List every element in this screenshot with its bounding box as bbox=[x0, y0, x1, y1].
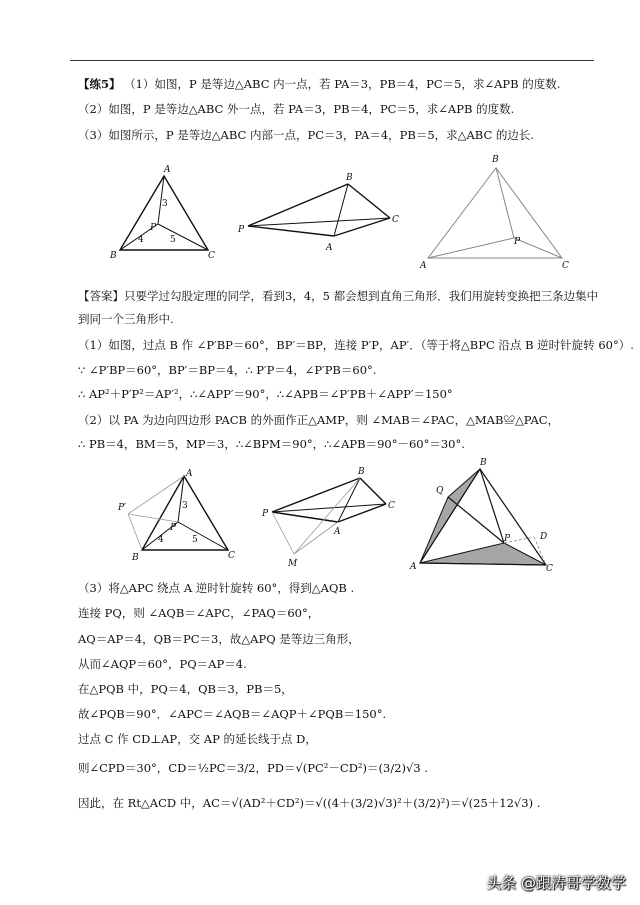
fig5-label-C: C bbox=[388, 501, 395, 511]
fig1-num-3: 3 bbox=[162, 199, 168, 209]
problem-q1: （1）如图，P 是等边△ABC 内一点，若 PA＝3，PB＝4，PC＝5，求∠APB 的度数. bbox=[124, 77, 561, 91]
figure-5-svg bbox=[260, 467, 410, 570]
fig3-label-A: A bbox=[420, 261, 427, 271]
figure-2-svg bbox=[236, 170, 411, 260]
fig2-label-C: C bbox=[392, 215, 399, 225]
answer-p3-line8: 则∠CPD＝30°，CD＝½PC＝3/2，PD＝√(PC²－CD²)＝(3/2)√3 . bbox=[78, 761, 428, 775]
figure-3 bbox=[418, 152, 578, 272]
fig6-label-P: P bbox=[504, 534, 511, 544]
fig1-label-P: P bbox=[150, 223, 157, 233]
fig1-label-A: A bbox=[164, 165, 171, 175]
fig5-label-A: A bbox=[334, 527, 341, 537]
fig3-label-P: P bbox=[514, 237, 521, 247]
figure-1 bbox=[108, 162, 218, 262]
figure-6 bbox=[408, 455, 568, 575]
answer-p1-line3: ∴ AP²＋P′P²＝AP′²，∴∠APP′＝90°，∴∠APB＝∠P′PB＋∠APP′＝150° bbox=[78, 387, 453, 401]
answer-intro-2: 到同一个三角形中. bbox=[78, 312, 174, 326]
answer-p3-line2: 连接 PQ，则 ∠AQB＝∠APC，∠PAQ＝60°， bbox=[78, 606, 320, 620]
fig1-label-B: B bbox=[110, 251, 117, 261]
figure-1-svg bbox=[108, 162, 218, 262]
fig4-label-P-prime: P′ bbox=[118, 503, 127, 513]
fig6-label-A: A bbox=[410, 562, 417, 572]
answer-p3-line3: AQ＝AP＝4，QB＝PC＝3，故△APQ 是等边三角形， bbox=[78, 632, 360, 646]
answer-p1-line2: ∵ ∠P′BP＝60°，BP′＝BP＝4，∴ P′P＝4，∠P′PB＝60°. bbox=[78, 363, 377, 377]
fig6-label-Q: Q bbox=[436, 486, 444, 496]
figure-2 bbox=[236, 170, 411, 260]
fig4-label-A: A bbox=[186, 469, 193, 479]
fig3-label-B: B bbox=[492, 155, 499, 165]
figure-5 bbox=[260, 467, 410, 570]
problem-q2: （2）如图，P 是等边△ABC 外一点，若 PA＝3，PB＝4，PC＝5，求∠APB 的度数. bbox=[78, 102, 515, 116]
fig4-label-C: C bbox=[228, 551, 235, 561]
problem-q3: （3）如图所示，P 是等边△ABC 内部一点，PC＝3，PA＝4，PB＝5，求△ABC 的边长. bbox=[78, 128, 535, 142]
fig3-label-C: C bbox=[562, 261, 569, 271]
fig1-num-4: 4 bbox=[138, 235, 144, 245]
answer-p3-line4: 从而∠AQP＝60°，PQ＝AP＝4. bbox=[78, 657, 247, 671]
answer-p2-line1: （2）以 PA 为边向四边形 PACB 的外面作正△AMP，则 ∠MAB＝∠PAC，△MAB≌△PAC， bbox=[78, 413, 560, 427]
fig6-label-B: B bbox=[480, 458, 487, 468]
answer-p3-line1: （3）将△APC 绕点 A 逆时针旋转 60°，得到△AQB . bbox=[78, 581, 355, 595]
fig1-num-5: 5 bbox=[170, 235, 176, 245]
header-rule bbox=[70, 60, 594, 61]
fig2-label-B: B bbox=[346, 173, 353, 183]
figure-6-svg bbox=[408, 455, 568, 575]
answer-p3-line5: 在△PQB 中，PQ＝4，QB＝3，PB＝5， bbox=[78, 682, 293, 696]
fig5-label-B: B bbox=[358, 467, 365, 477]
fig4-num-5: 5 bbox=[192, 535, 198, 545]
fig4-num-3: 3 bbox=[182, 501, 188, 511]
fig4-num-4: 4 bbox=[158, 535, 164, 545]
fig6-label-D: D bbox=[540, 532, 548, 542]
fig4-label-B: B bbox=[132, 553, 139, 563]
figure-3-svg bbox=[418, 152, 578, 272]
fig6-label-C: C bbox=[546, 564, 553, 574]
answer-p2-line2: ∴ PB＝4，BM＝5，MP＝3，∴∠BPM＝90°，∴∠APB＝90°－60°＝30°. bbox=[78, 437, 465, 451]
fig4-label-P: P bbox=[170, 523, 177, 533]
answer-p3-line6: 故∠PQB＝90°．∠APC＝∠AQB＝∠AQP＋∠PQB＝150°. bbox=[78, 707, 387, 721]
fig1-label-C: C bbox=[208, 251, 215, 261]
fig5-label-P: P bbox=[262, 509, 269, 519]
answer-p3-line7: 过点 C 作 CD⊥AP，交 AP 的延长线于点 D， bbox=[78, 732, 317, 746]
fig2-label-A: A bbox=[326, 243, 333, 253]
problem-tag: 【练5】 bbox=[78, 77, 121, 91]
figure-4-svg bbox=[116, 468, 246, 563]
fig5-label-M: M bbox=[288, 559, 298, 569]
watermark: 头条 @跟涛哥学数学 bbox=[486, 874, 626, 892]
fig2-label-P: P bbox=[238, 225, 245, 235]
answer-p1-line1: （1）如图，过点 B 作 ∠P′BP＝60°，BP′＝BP，连接 P′P，AP′．（等于将△BPC 沿点 B 逆时针旋转 60°）. bbox=[78, 338, 634, 352]
figure-4 bbox=[116, 468, 246, 563]
answer-intro-1: 【答案】只要学过勾股定理的同学，看到3，4，5 都会想到直角三角形．我们用旋转变换把三条边集中 bbox=[78, 289, 599, 303]
problem-tag-line bbox=[78, 76, 560, 92]
answer-p3-line9: 因此，在 Rt△ACD 中，AC＝√(AD²＋CD²)＝√((4＋(3/2)√3)²＋(3/2)²)＝√(25＋12√3) . bbox=[78, 796, 541, 810]
